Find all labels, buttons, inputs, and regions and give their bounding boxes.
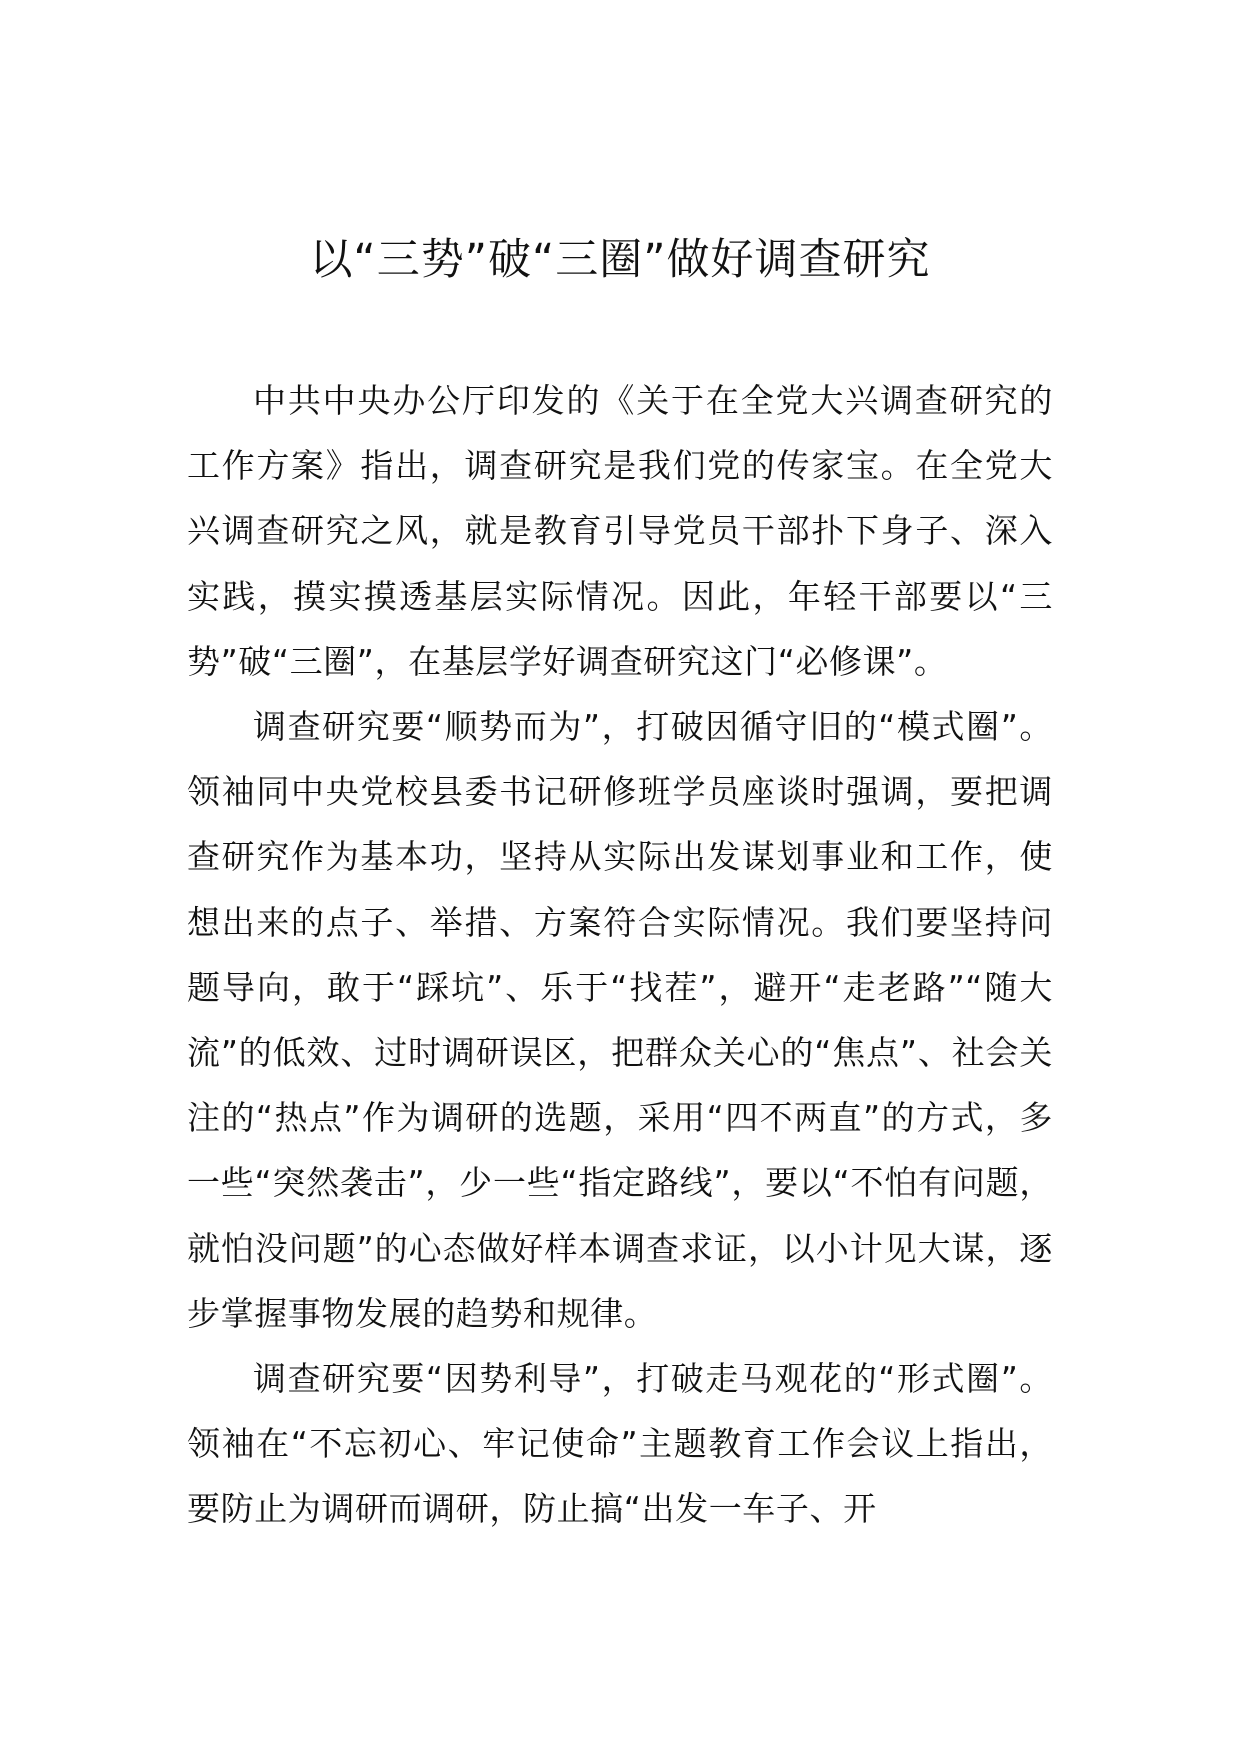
paragraph-form-circle: 调查研究要“因势利导”，打破走马观花的“形式圈”。领袖在“不忘初心、牢记使命”主题教育工作会议上指出，要防止为调研而调研，防止搞“出发一车子、开 bbox=[187, 1359, 1053, 1529]
paragraph-intro: 中共中央办公厅印发的《关于在全党大兴调查研究的工作方案》指出，调查研究是我们党的传家宝。在全党大兴调查研究之风，就是教育引导党员干部扑下身子、深入实践，摸实摸透基层实际情况。因此，年轻干部要以“三势”破“三圈”，在基层学好调查研究这门“必修课”。 bbox=[187, 381, 1053, 681]
document-title: 以“三势”破“三圈”做好调查研究 bbox=[309, 235, 931, 285]
document-body bbox=[187, 368, 1053, 1542]
paragraph-model-circle: 调查研究要“顺势而为”，打破因循守旧的“模式圈”。领袖同中央党校县委书记研修班学员座谈时强调，要把调查研究作为基本功，坚持从实际出发谋划事业和工作，使想出来的点子、举措、方案符合实际情况。我们要坚持问题导向，敢于“踩坑”、乐于“找茬”，避开“走老路”“随大流”的低效、过时调研误区，把群众关心的“焦点”、社会关注的“热点”作为调研的选题，采用“四不两直”的方式，多一些“突然袭击”，少一些“指定路线”，要以“不怕有问题，就怕没问题”的心态做好样本调查求证，以小计见大谋，逐步掌握事物发展的趋势和规律。 bbox=[187, 707, 1053, 1333]
